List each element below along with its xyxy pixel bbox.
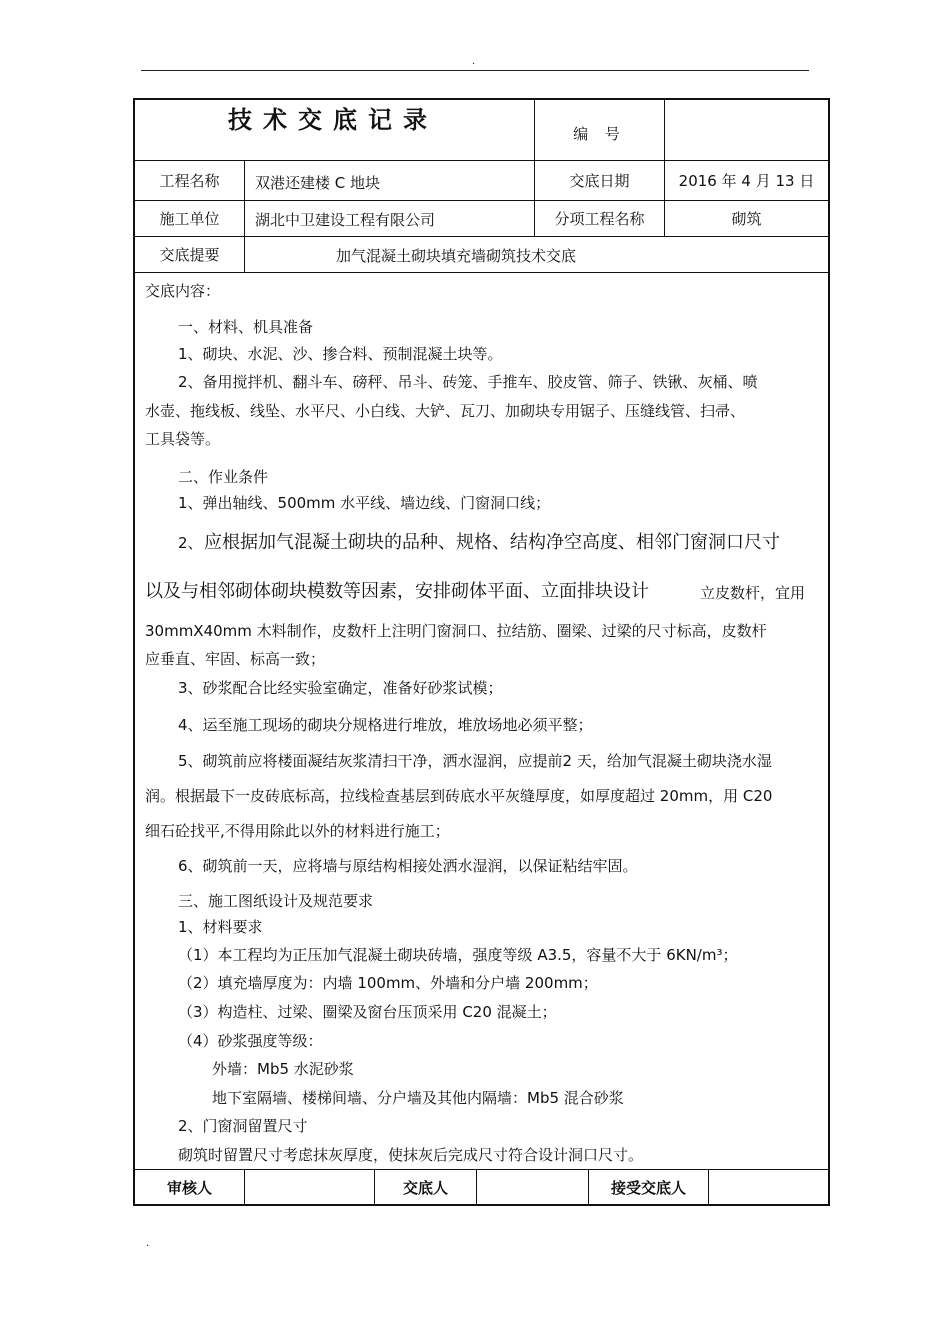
number-label: 编 号 <box>573 124 626 143</box>
row-divider <box>133 272 830 273</box>
date-label: 交底日期 <box>569 172 630 190</box>
content-line: 6、砌筑前一天，应将墙与原结构相接处洒水湿润，以保证粘结牢固。 <box>178 857 638 875</box>
content-line: 2、门窗洞留置尺寸 <box>178 1117 308 1135</box>
project-value: 双港还建楼 C 地块 <box>255 174 381 192</box>
summary-value: 加气混凝土砌块填充墙砌筑技术交底 <box>336 247 577 265</box>
number-value <box>665 100 828 160</box>
receiver-label: 接受交底人 <box>610 1179 686 1197</box>
date-value: 2016 年 4 月 13 日 <box>678 172 815 190</box>
summary-label: 交底提要 <box>159 246 220 264</box>
content-line: 2、 <box>178 534 203 552</box>
content-line: 30mmX40mm 木料制作，皮数杆上注明门窗洞口、拉结筋、圈梁、过梁的尺寸标高，皮数杆 <box>145 622 767 640</box>
content-line: 二、作业条件 <box>178 468 269 486</box>
reviewer-label: 审核人 <box>166 1179 212 1197</box>
content-line: 5、砌筑前应将楼面凝结灰浆清扫干净，洒水湿润，应提前2 天，给加气混凝土砌块浇水湿 <box>178 752 772 770</box>
content-line: （2）填充墙厚度为：内墙 100mm、外墙和分户墙 200mm； <box>178 974 598 992</box>
col-divider <box>244 160 245 272</box>
reviewer-value <box>245 1170 374 1205</box>
content-line: 1、弹出轴线、500mm 水平线、墙边线、门窗洞口线； <box>178 494 551 512</box>
content-line: 砌筑时留置尺寸考虑抹灰厚度，使抹灰后完成尺寸符合设计洞口尺寸。 <box>178 1146 644 1164</box>
document-title: 技术交底记录 <box>228 106 438 134</box>
project-label: 工程名称 <box>159 172 220 190</box>
content-line: 1、材料要求 <box>178 918 263 936</box>
content-heading: 交底内容： <box>145 282 221 300</box>
content-line: 外墙：Mb5 水泥砂浆 <box>212 1060 354 1078</box>
content-line: （3）构造柱、过梁、圈梁及窗台压顶采用 C20 混凝土； <box>178 1003 557 1021</box>
content-line: 2、备用搅拌机、翻斗车、磅秤、吊斗、砖笼、手推车、胶皮管、筛子、铁锹、灰桶、喷 <box>178 373 758 391</box>
content-line: （4）砂浆强度等级： <box>178 1032 323 1050</box>
content-line: 3、砂浆配合比经实验室确定，准备好砂浆试模； <box>178 679 503 697</box>
footer-dot: . <box>146 1238 150 1249</box>
subproject-label: 分项工程名称 <box>554 210 645 228</box>
content-line: 4、运至施工现场的砌块分规格进行堆放，堆放场地必须平整； <box>178 716 593 734</box>
content-line: 一、材料、机具准备 <box>178 318 314 336</box>
content-line: 三、施工图纸设计及规范要求 <box>178 892 374 910</box>
content-line: 地下室隔墙、楼梯间墙、分户墙及其他内隔墙：Mb5 混合砂浆 <box>212 1089 624 1107</box>
content-line: 水壶、拖线板、线坠、水平尺、小白线、大铲、瓦刀、加砌块专用锯子、压缝线管、扫帚、 <box>145 402 746 420</box>
presenter-label: 交底人 <box>402 1179 448 1197</box>
unit-label: 施工单位 <box>159 210 220 228</box>
content-line: 润。根据最下一皮砖底标高，拉线检查基层到砖底水平灰缝厚度，如厚度超过 20mm，用 C20 <box>145 787 773 805</box>
header-rule <box>141 70 809 71</box>
content-line: 应根据加气混凝土砌块的品种、规格、结构净空高度、相邻门窗洞口尺寸 <box>204 532 780 553</box>
subproject-value: 砌筑 <box>731 210 762 228</box>
content-line: 以及与相邻砌体砌块模数等因素，安排砌体平面、立面排块设计 <box>145 581 649 602</box>
unit-value: 湖北中卫建设工程有限公司 <box>255 211 436 229</box>
receiver-value <box>709 1170 828 1205</box>
content-line: 细石砼找平,不得用除此以外的材料进行施工； <box>145 822 450 840</box>
presenter-value <box>477 1170 588 1205</box>
content-line: （1）本工程均为正压加气混凝土砌块砖墙，强度等级 A3.5，容量不大于 6KN/m³； <box>178 946 738 964</box>
content-line: 1、砌块、水泥、沙、掺合料、预制混凝土块等。 <box>178 345 503 363</box>
content-line: 工具袋等。 <box>145 430 221 448</box>
content-line: 立皮数杆，宜用 <box>700 584 806 602</box>
header-dot: . <box>472 56 476 67</box>
content-line: 应垂直、牢固、标高一致； <box>145 650 326 668</box>
